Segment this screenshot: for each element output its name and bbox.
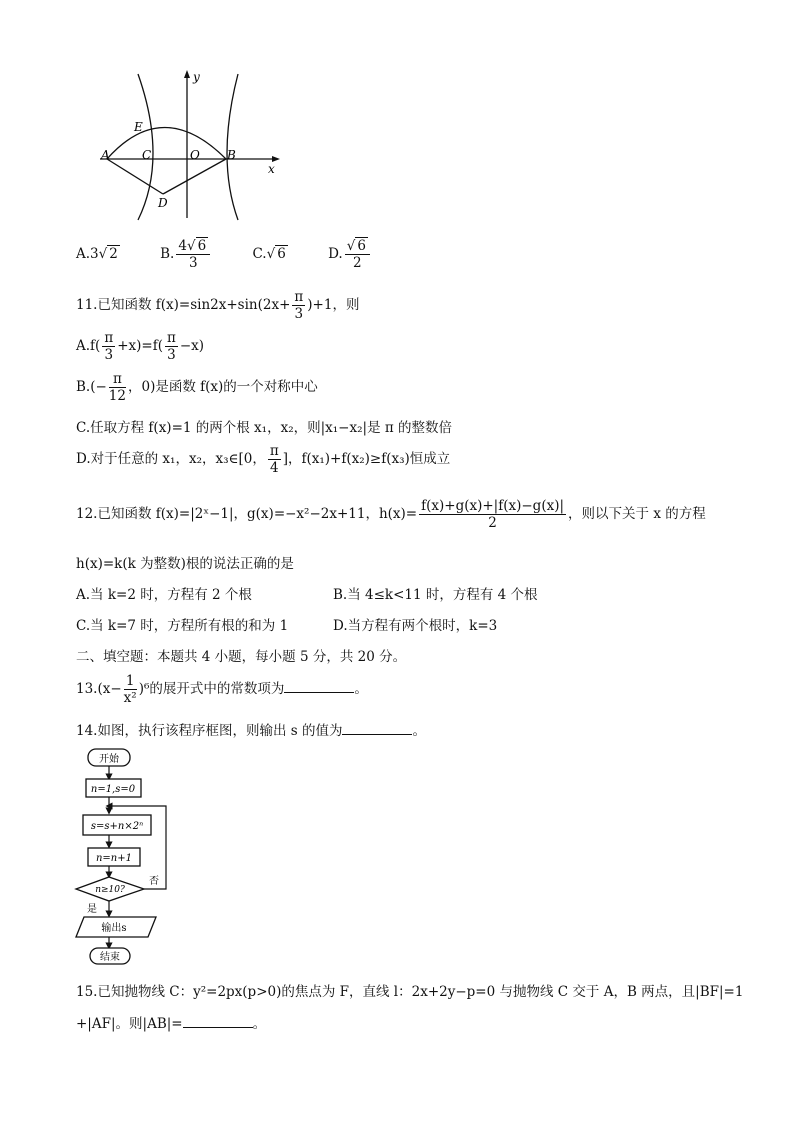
q11-option-c: C.任取方程 f(x)=1 的两个根 x₁，x₂，则|x₁−x₂|是 π 的整数倍 [76, 420, 453, 436]
q13-num: 1 [124, 673, 137, 690]
q11-a-den2: 3 [167, 347, 176, 363]
q15-end: 。 [252, 1016, 267, 1032]
q13-pre: 13.(x− [76, 681, 122, 697]
q14-answer-blank[interactable] [342, 722, 412, 735]
segment-ad [107, 159, 163, 194]
label-e: E [134, 120, 143, 134]
q12-option-c: C.当 k=7 时，方程所有根的和为 1 [76, 618, 289, 634]
q12-stem-frac [419, 498, 566, 531]
label-x: x [268, 162, 275, 176]
q12-stem [76, 494, 706, 534]
q11-b-pre: B.(− [76, 379, 107, 395]
q10-option-b [160, 238, 216, 271]
q13-answer-blank[interactable] [284, 680, 354, 693]
q11-b-post: ，0)是函数 f(x)的一个对称中心 [127, 379, 318, 395]
q15-line2 [76, 1012, 266, 1032]
q12-option-b: B.当 4≤k<11 时，方程有 4 个根 [333, 587, 538, 603]
flow-output: 输出s [101, 923, 127, 934]
flow-start: 开始 [99, 754, 119, 765]
label-o: O [190, 148, 200, 162]
q13-frac [124, 673, 137, 706]
q10-c-radicand: 6 [277, 246, 286, 262]
label-y: y [193, 70, 200, 84]
q12-stem-line2: h(x)=k(k 为整数)根的说法正确的是 [76, 556, 294, 572]
q10-b-frac: $\frac{4√ 6}{3}$ [176, 238, 210, 271]
geometry-figure [90, 68, 290, 224]
q14-text: 14.如图，执行该程序框图，则输出 s 的值为 [76, 723, 343, 739]
section-heading: 二、填空题：本题共 4 小题，每小题 5 分，共 20 分。 [76, 649, 407, 665]
q10-c-label: C. [252, 246, 267, 262]
flowchart [74, 744, 194, 966]
left-curve [138, 74, 153, 220]
q10-a-label: A.3 [76, 246, 99, 262]
q11-d-den: 4 [270, 460, 279, 476]
q10-d-frac: $\frac{√ 6}{2}$ [345, 238, 370, 271]
q11-d-pre: D.对于任意的 x₁，x₂，x₃∈[0， [76, 451, 266, 467]
segment-db [163, 159, 226, 194]
q13 [76, 668, 368, 710]
q12-option-d: D.当方程有两个根时，k=3 [333, 618, 498, 634]
q10-d-label: D. [328, 246, 343, 262]
q11-option-a [76, 327, 204, 365]
q12-stem-den: 2 [488, 515, 497, 531]
q11-a-post: −x) [179, 338, 205, 354]
q11-a-den1: 3 [104, 347, 114, 363]
q11-b-frac [109, 371, 126, 404]
q11-a-frac2 [165, 330, 178, 363]
q10-option-d [328, 238, 372, 271]
flow-no: 否 [149, 876, 159, 887]
q10-a-radicand: 2 [109, 246, 118, 262]
flow-step2: n=n+1 [95, 853, 133, 864]
q11-a-mid: +x)=f( [117, 338, 163, 354]
q10-d-den: 2 [353, 255, 362, 271]
q11-a-frac1 [102, 330, 115, 363]
right-curve [227, 74, 238, 220]
q14-end: 。 [412, 723, 426, 739]
q10-b-coef: 4 [178, 238, 187, 254]
label-c: C [142, 148, 152, 162]
q13-den: x² [123, 690, 137, 706]
q11-option-b [76, 368, 318, 406]
q15-answer-blank[interactable] [183, 1015, 253, 1028]
q11-b-num: π [109, 371, 126, 388]
q11-b-den: 12 [108, 388, 126, 404]
q12-option-a: A.当 k=2 时，方程有 2 个根 [76, 587, 252, 603]
q10-option-c: C.√ 6 [252, 246, 286, 262]
flow-init: n=1,s=0 [90, 784, 136, 795]
circle-arc [107, 128, 226, 160]
q10-b-radicand: 6 [197, 238, 207, 254]
label-b: B [227, 148, 236, 162]
q11-d-frac [268, 443, 281, 476]
q11-a-num2: π [166, 330, 176, 346]
q11-stem-den: 3 [294, 306, 304, 322]
label-a: A [101, 148, 110, 162]
q13-post: )⁶的展开式中的常数项为 [138, 681, 285, 697]
q14 [76, 719, 426, 739]
flow-yes: 是 [87, 904, 97, 915]
flow-end: 结束 [100, 952, 120, 963]
flow-step1: s=s+n×2ⁿ [90, 821, 144, 832]
q11-stem-frac [292, 289, 305, 322]
q10-option-a: A.3√ 2 [76, 246, 118, 262]
q11-stem-post: )+1，则 [307, 297, 360, 313]
q12-stem-pre: 12.已知函数 f(x)=|2ˣ−1|，g(x)=−x²−2x+11，h(x)= [76, 506, 418, 522]
label-d: D [158, 196, 168, 210]
flow-cond: n≥10? [95, 885, 125, 895]
q12-stem-num: f(x)+g(x)+|f(x)−g(x)| [421, 498, 565, 514]
q11-option-d [76, 440, 450, 478]
q10-d-radicand: 6 [357, 238, 366, 254]
q11-d-num: π [269, 443, 279, 459]
q15-line2-text: +|AF|。则|AB|= [76, 1016, 183, 1032]
q10-b-den: 3 [188, 255, 198, 271]
q11-stem-pre: 11.已知函数 f(x)=sin2x+sin(2x+ [76, 297, 291, 313]
q13-end: 。 [354, 681, 368, 697]
q11-stem-num: π [294, 289, 304, 305]
q11-a-pre: A.f( [76, 338, 101, 354]
q11-a-num1: π [104, 330, 114, 346]
q15-line1: 15.已知抛物线 C：y²=2px(p>0)的焦点为 F，直线 l：2x+2y−p=0 与抛物线 C 交于 A，B 两点，且|BF|=1 [76, 984, 744, 1000]
q11-stem [76, 286, 359, 324]
q11-d-post: ]，f(x₁)+f(x₂)≥f(x₃)恒成立 [282, 451, 451, 467]
q12-stem-post: ，则以下关于 x 的方程 [568, 506, 706, 522]
q10-b-label: B. [160, 246, 175, 262]
q10-options [76, 234, 372, 274]
y-axis-arrow [184, 70, 190, 78]
